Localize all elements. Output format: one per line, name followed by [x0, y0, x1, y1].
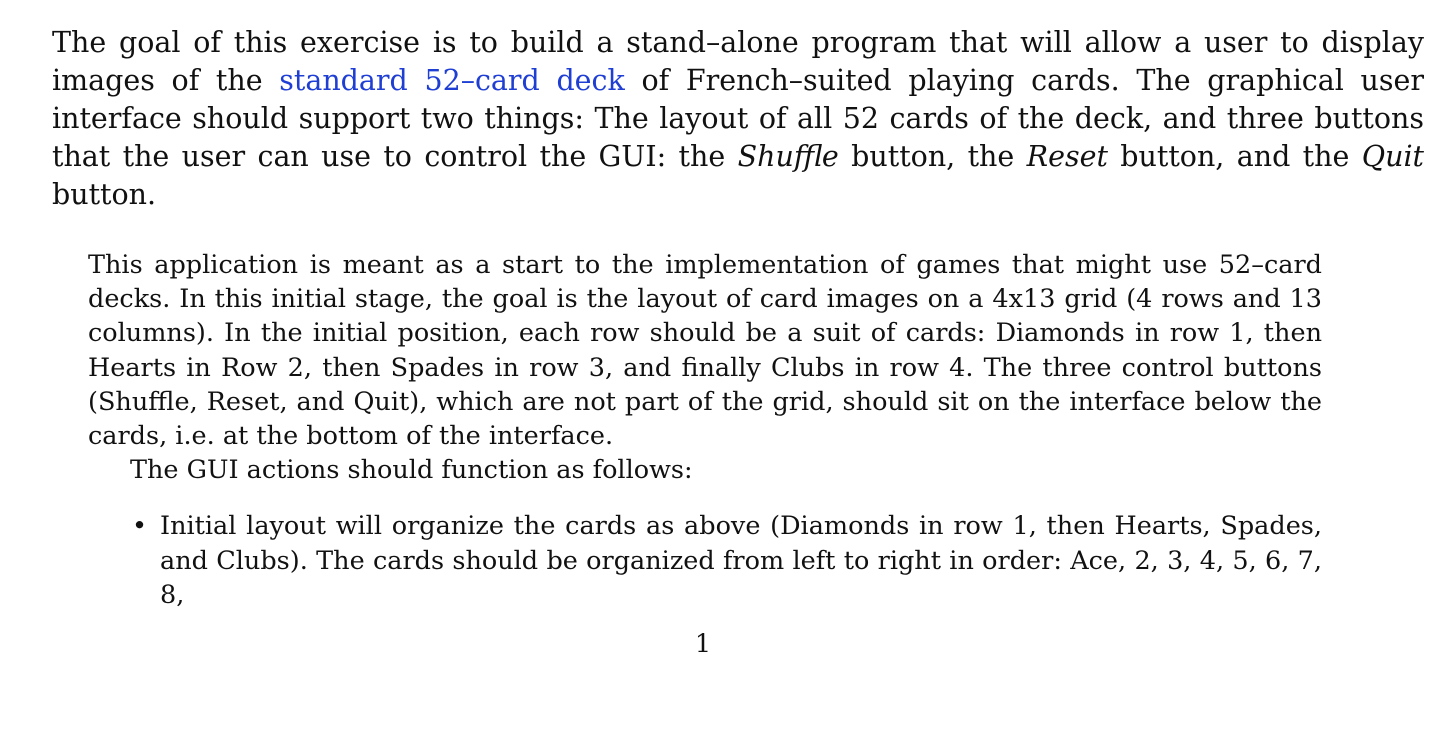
gui-actions-list	[88, 509, 1322, 612]
list-item-text: Initial layout will organize the cards as above (Diamonds in row 1, then Hearts, Spades, and Clubs). The cards should be organized from left to right in order: Ace, 2, 3, 4, 5, 6, 7, 8,	[160, 511, 1322, 610]
quit-term: Quit	[1361, 140, 1425, 173]
intro-paragraph	[52, 24, 1424, 214]
shuffle-term: Shuffle	[737, 140, 839, 173]
page-number: 1	[694, 629, 712, 659]
intro-text-4: button, and the	[1107, 140, 1362, 173]
document-excerpt	[88, 248, 1322, 612]
intro-text-5: button.	[52, 178, 157, 211]
standard-deck-link[interactable]: standard 52–card deck	[279, 64, 625, 97]
intro-text-1: The goal of this exercise is to build a stand–alone program that will allow a user to display images of the	[52, 26, 1424, 97]
intro-text-3: button, the	[838, 140, 1027, 173]
bullet-icon: •	[132, 511, 148, 542]
paragraph-gui-actions: The GUI actions should function as follows:	[130, 455, 693, 486]
list-item	[132, 509, 1322, 612]
intro-text-2: of French–suited playing cards. The graphical user interface should support two things: The layout of all 52 cards of the deck, and three buttons that the user can use to control the GUI: the	[52, 64, 1425, 173]
paragraph-layout-description: This application is meant as a start to the implementation of games that might use 52–card decks. In this initial stage, the goal is the layout of card images on a 4x13 grid (4 rows and 13 columns). In the initial position, each row should be a suit of cards: Diamonds in row 1, then Hearts in Row 2, then Spades in row 3, and finally Clubs in row 4. The three control buttons (Shuffle, Reset, and Quit), which are not part of the grid, should sit on the interface below the cards, i.e. at the bottom of the interface.	[88, 250, 1322, 452]
reset-term: Reset	[1026, 140, 1108, 173]
